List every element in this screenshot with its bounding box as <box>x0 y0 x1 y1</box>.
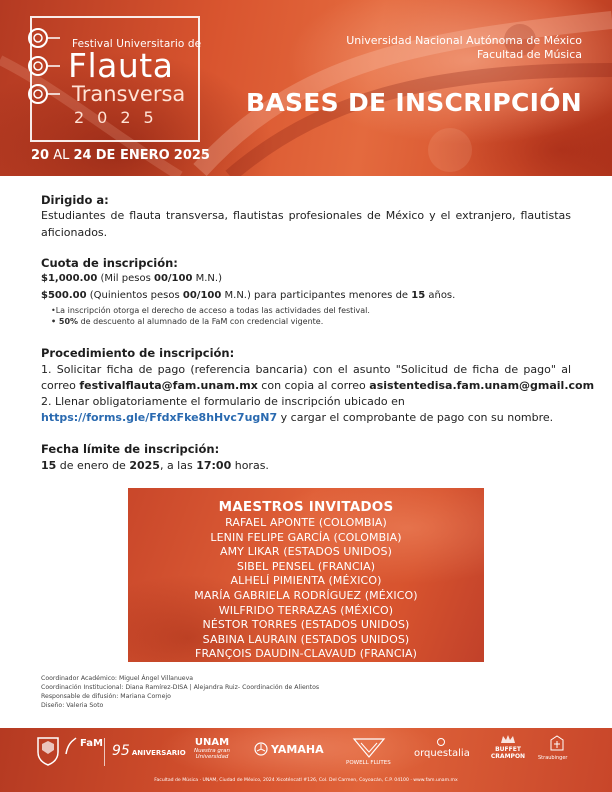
dates-start: 20 <box>31 148 50 163</box>
straubinger-crest-icon <box>548 734 566 752</box>
yamaha-logo: YAMAHA <box>271 743 324 756</box>
maestro-item: LENIN FELIPE GARCÍA (COLOMBIA) <box>210 530 402 544</box>
unam-label: UNAM <box>194 737 230 748</box>
cuota-amount-1: $1,000.00 <box>41 273 98 284</box>
logo-festival-label: Festival Universitario de <box>72 38 202 50</box>
cuota-discount: • 50% <box>51 317 79 326</box>
maestro-item: AMY LIKAR (ESTADOS UNIDOS) <box>219 545 393 559</box>
aniversario-number: 95 <box>112 743 130 759</box>
maestro-item: RAFAEL APONTE (COLOMBIA) <box>225 516 387 529</box>
festival-dates <box>31 148 210 163</box>
cuota-bullet-2 <box>51 317 323 326</box>
footer-address: Facultad de Música · UNAM, Ciudad de México, 2024 Xicoténcatl #126, Col. Del Carmen, Coyoacán, C.P. 04100 · www.fam.unam.mx <box>154 778 458 783</box>
maestro-item: ALHELÍ PIMIENTA (MÉXICO) <box>230 574 382 588</box>
cuota-mid-2: M.N.) para participantes menores de <box>221 290 412 301</box>
fecha-heading: Fecha límite de inscripción: <box>41 442 220 456</box>
registration-form-link[interactable]: https://forms.gle/FfdxFke8hHvc7ugN7 <box>41 411 278 424</box>
orquestalia-mark-icon <box>436 736 446 748</box>
unam-sub-2: Universidad <box>195 754 229 760</box>
dates-al: AL <box>53 148 70 163</box>
procedimiento-heading: Procedimiento de inscripción: <box>41 346 235 360</box>
festival-logo <box>30 16 200 142</box>
fecha-hours-text: horas. <box>231 459 269 472</box>
procedimiento-step-1-line-2 <box>41 377 595 394</box>
cuota-heading: Cuota de inscripción: <box>41 256 178 270</box>
logo-transversa: Transversa <box>72 82 186 106</box>
cuota-cents-1: 00/100 <box>153 273 193 284</box>
footer-sponsors <box>0 728 612 792</box>
maestros-invitados-box <box>128 488 484 662</box>
header-banner <box>0 0 612 176</box>
cuota-bullet-1: •La inscripción otorga el derecho de acceso a todas las actividades del festival. <box>51 306 370 315</box>
fam-logo: FaM <box>80 738 103 749</box>
maestro-item: MARÍA GABRIELA RODRÍGUEZ (MÉXICO) <box>194 588 418 602</box>
fecha-time: 17:00 <box>196 459 232 472</box>
credit-difusion: Responsable de difusión: Mariana Cornejo <box>41 693 171 700</box>
buffet-crown-icon <box>500 734 516 744</box>
maestro-item: SIBEL PENSEL (FRANCIA) <box>236 559 376 573</box>
fecha-day: 15 <box>41 459 57 472</box>
unam-sub-1: Nuestra gran <box>194 748 230 754</box>
credit-academico: Coordinador Académico: Miguel Ángel Villanueva <box>41 675 194 682</box>
powell-emblem-icon <box>352 737 386 759</box>
powell-flutes-logo: POWELL FLUTES <box>346 760 391 766</box>
credit-diseno: Diseño: Valeria Soto <box>41 702 104 709</box>
aniversario-logo <box>112 740 186 759</box>
dates-end: 24 <box>73 148 92 163</box>
dates-year: 2025 <box>173 148 210 163</box>
cuota-end-1: M.N.) <box>192 273 222 284</box>
aniversario-label: ANIVERSARIO <box>131 749 186 757</box>
cuota-text-2: (Quinientos pesos <box>86 290 183 301</box>
institution-fam: Facultad de Música <box>477 48 582 61</box>
dirigido-heading: Dirigido a: <box>41 193 109 207</box>
cuota-bullet-2-text: de descuento al alumnado de la FaM con credencial vigente. <box>78 317 324 326</box>
logo-year: 2025 <box>74 108 167 127</box>
flute-keys-icon <box>20 26 66 106</box>
procedimiento-step-2-line-1: 2. Llenar obligatoriamente el formulario de inscripción ubicado en <box>41 395 405 408</box>
email-asistente-link[interactable]: asistentedisa.fam.unam@gmail.com <box>369 379 595 392</box>
dirigido-line-1: Estudiantes de flauta transversa, flautistas profesionales de México y el extranjero, flautistas <box>41 209 571 222</box>
fecha-at-text: , a las <box>159 459 197 472</box>
procedimiento-step-1-line-1: 1. Solicitar ficha de pago (referencia bancaria) con el asunto "Solicitud de ficha de pago" al <box>41 363 571 376</box>
maestro-item: WILFRIDO TERRAZAS (MÉXICO) <box>218 603 394 617</box>
cuota-age: 15 <box>411 290 426 301</box>
cuota-amount-2: $500.00 <box>41 290 87 301</box>
fecha-month-text: de enero de <box>56 459 130 472</box>
buffet-crampon-logo: BUFFET CRAMPON <box>490 746 526 760</box>
fam-mark-icon <box>64 736 78 756</box>
step-2-upload-text: y cargar el comprobante de pago con su nombre. <box>277 411 554 424</box>
cuota-cents-2: 00/100 <box>182 290 222 301</box>
cuota-text-1: (Mil pesos <box>97 273 154 284</box>
maestro-item: SABINA LAURAIN (ESTADOS UNIDOS) <box>202 632 410 646</box>
footer-divider <box>104 738 105 766</box>
yamaha-tuning-forks-icon <box>254 742 268 756</box>
cuota-line-1 <box>41 273 222 284</box>
straubinger-logo: Straubinger <box>538 755 568 761</box>
maestros-list <box>128 516 484 662</box>
institution-unam: Universidad Nacional Autónoma de México <box>346 34 582 47</box>
maestro-item: NÉSTOR TORRES (ESTADOS UNIDOS) <box>202 618 410 632</box>
orquestalia-logo: orquestalia <box>414 748 470 759</box>
dates-month: DE ENERO <box>95 148 170 163</box>
procedimiento-step-2-line-2 <box>41 409 571 426</box>
credit-institucional: Coordinación Institucional: Diana Ramírez-DISA | Alejandra Ruiz- Coordinación de Alientos <box>41 684 320 691</box>
logo-flauta: Flauta <box>68 46 174 85</box>
dirigido-line-2: aficionados. <box>41 226 108 239</box>
unam-gran-universidad-logo <box>194 737 230 760</box>
cuota-line-2 <box>41 290 455 301</box>
unam-shield-icon <box>36 736 60 766</box>
fecha-limite <box>41 457 571 474</box>
step-1-copia-label: con copia al correo <box>257 379 370 392</box>
page-title: BASES DE INSCRIPCIÓN <box>245 88 582 117</box>
email-festival-link[interactable]: festivalflauta@fam.unam.mx <box>79 379 258 392</box>
fecha-year: 2025 <box>129 459 160 472</box>
step-1-correo-label: correo <box>41 379 80 392</box>
cuota-end-2: años. <box>425 290 456 301</box>
maestros-title: MAESTROS INVITADOS <box>218 499 394 515</box>
maestro-item: FRANÇOIS DAUDIN-CLAVAUD (FRANCIA) <box>195 647 417 661</box>
